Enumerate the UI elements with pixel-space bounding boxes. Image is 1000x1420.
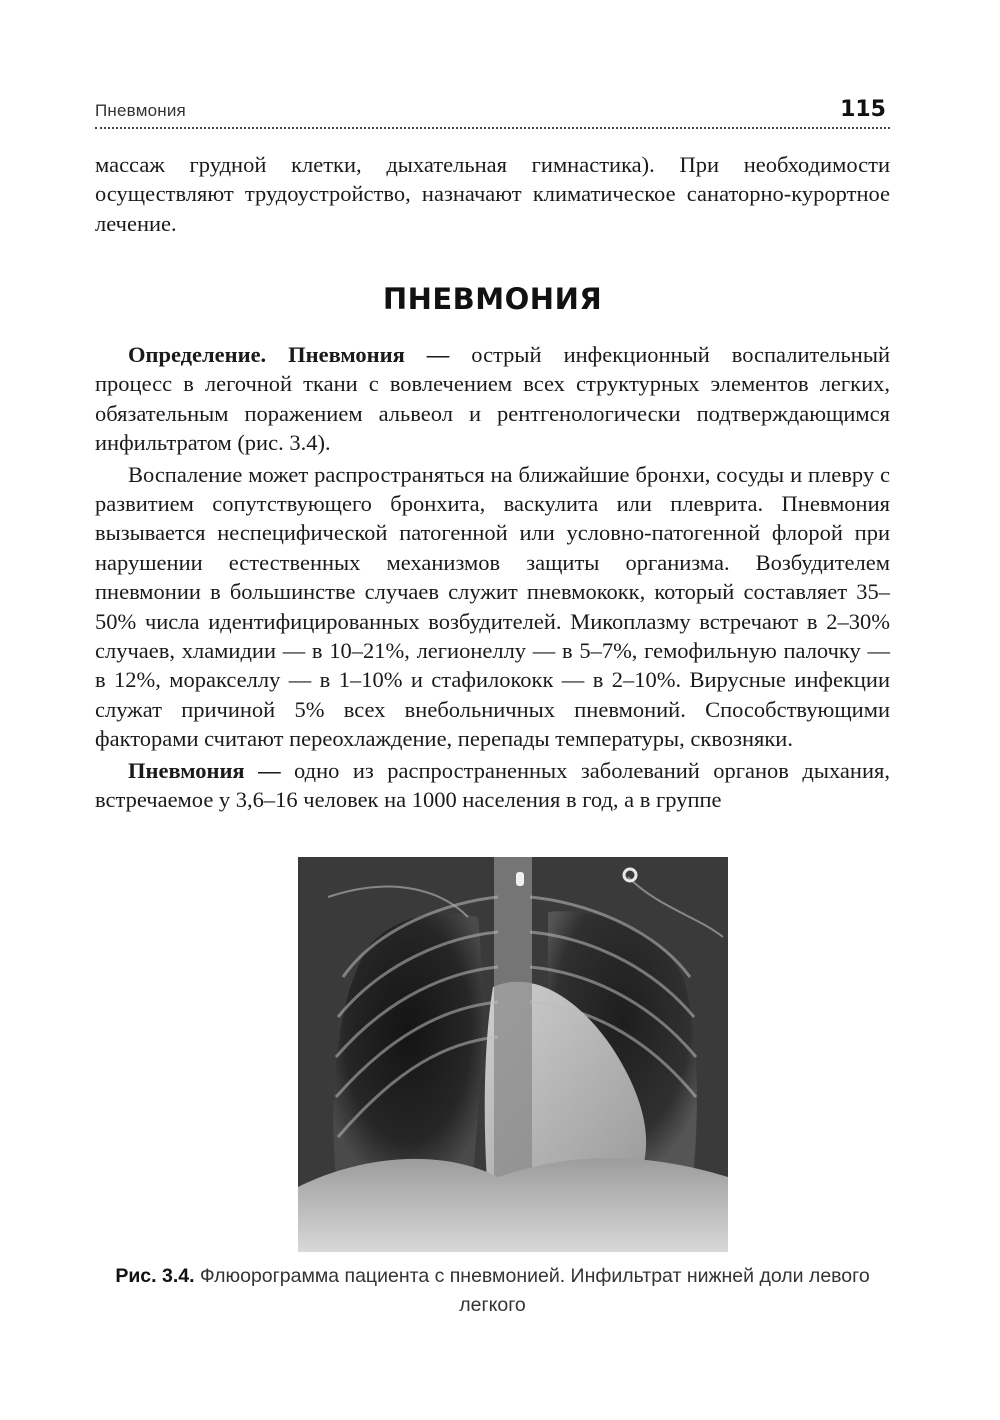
page-header xyxy=(95,97,890,129)
caption-text: Флюорограмма пациента с пневмонией. Инфильтрат нижней доли левого легкого xyxy=(194,1265,870,1316)
caption-label: Рис. 3.4. xyxy=(115,1265,195,1287)
chest-xray-image xyxy=(298,857,728,1252)
definition-text: острый инфекционный воспалительный процесс в легочной ткани с вовлечением всех структурных элементов легких, обязательным поражением альвеол и рентгенологически подтверждающимся инфильтратом (рис. 3.4). xyxy=(95,342,890,456)
chest-xray-figure xyxy=(298,857,728,1252)
epidemiology-text: одно из распространенных заболеваний органов дыхания, встречаемое у 3,6–16 человек на 1000 населения в год, а в группе xyxy=(95,757,890,813)
intro-paragraph: массаж грудной клетки, дыхательная гимнастика). При необходимости осуществляют трудоустройство, назначают климатическое санаторно-курортное лечение. xyxy=(95,152,890,236)
intro-block xyxy=(95,150,890,238)
etiology-paragraph: Воспаление может распространяться на ближайшие бронхи, сосуды и плевру с развитием сопутствующего бронхита, васкулита или плеврита. Пневмония вызывается неспецифической патогенной или условно-патогенной флорой при нарушении естественных механизмов защиты организма. Возбудителем пневмонии в большинстве случаев служит пневмококк, который составляет 35–50% числа идентифицированных возбудителей. Микоплазму встречают в 2–30% случаев, хламидии — в 10–21%, легионеллу — в 5–7%, гемофильную палочку — в 12%, моракселлу — в 1–10% и стафилококк — в 2–10%. Вирусные инфекции служат причиной 5% всех внебольничных пневмоний. Способствующими факторами считают переохлаждение, перепады температуры, сквозняки. xyxy=(95,461,890,752)
running-title: Пневмония xyxy=(95,101,186,120)
figure-caption xyxy=(95,1262,890,1320)
tube-marker xyxy=(516,872,524,886)
definition-label: Определение. Пневмония — xyxy=(128,342,450,367)
epidemiology-paragraph xyxy=(95,756,890,815)
section-title: ПНЕВМОНИЯ xyxy=(382,282,603,316)
header-dotted-rule xyxy=(95,127,890,129)
main-text xyxy=(95,340,890,815)
page-number: 115 xyxy=(840,97,886,122)
epidemiology-label: Пневмония — xyxy=(128,757,281,783)
definition-paragraph xyxy=(95,340,890,458)
